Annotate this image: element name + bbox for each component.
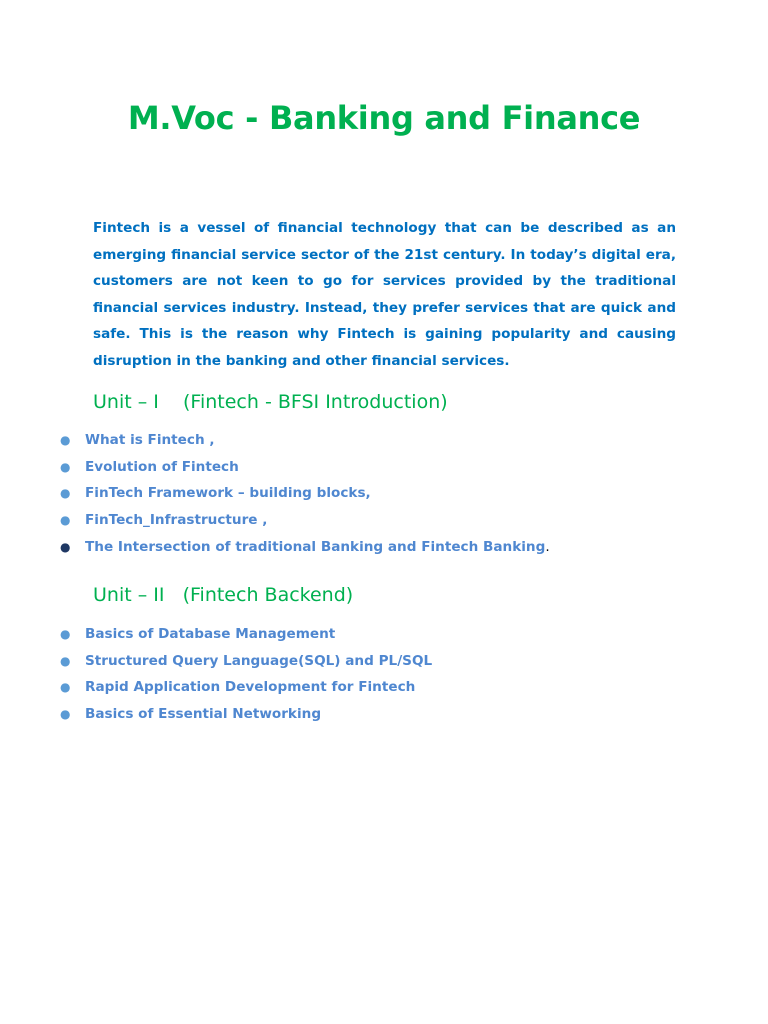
page-title: M.Voc - Banking and Finance bbox=[127, 99, 641, 137]
bullet-icon: ● bbox=[60, 707, 71, 722]
bullet-icon: ● bbox=[60, 513, 71, 528]
list-item bbox=[0, 507, 700, 534]
topic-label: FinTech_Infrastructure , bbox=[85, 512, 268, 529]
list-item bbox=[0, 480, 700, 507]
intro-paragraph: Fintech is a vessel of financial technology that can be described as an emerging financial service sector of the 21st century. In today’s digital era, customers are not keen to go for services provided by the traditional financial services industry. Instead, they prefer services that are quick and safe. This is the reason why Fintech is gaining popularity and causing disruption in the banking and other financial services. bbox=[93, 220, 676, 369]
topic-label: What is Fintech , bbox=[85, 432, 215, 448]
bullet-icon: ● bbox=[60, 433, 71, 447]
topic-label: FinTech Framework – building blocks, bbox=[85, 485, 371, 502]
unit-heading: Unit – I (Fintech - BFSI Introduction) bbox=[93, 391, 448, 413]
list-item bbox=[0, 534, 700, 561]
list-item bbox=[0, 648, 700, 675]
topic-label: Basics of Database Management bbox=[85, 626, 336, 642]
bullet-icon: ● bbox=[60, 539, 71, 554]
bullet-icon: ● bbox=[60, 680, 71, 695]
topic-label: Rapid Application Development for Fintech bbox=[85, 679, 416, 696]
unit-topic-list bbox=[0, 427, 700, 560]
list-item bbox=[0, 701, 700, 728]
list-item bbox=[0, 674, 700, 701]
list-item bbox=[0, 454, 700, 481]
topic-label: Structured Query Language(SQL) and PL/SQL bbox=[85, 652, 433, 669]
bullet-icon: ● bbox=[60, 459, 71, 474]
bullet-icon: ● bbox=[60, 627, 71, 641]
topic-label: Evolution of Fintech bbox=[85, 458, 239, 475]
topic-label-with-trail bbox=[85, 534, 550, 561]
bullet-icon: ● bbox=[60, 486, 71, 501]
list-item bbox=[0, 621, 700, 648]
trailing-period: . bbox=[545, 538, 550, 555]
topic-label: The Intersection of traditional Banking and Fintech Banking bbox=[85, 538, 546, 555]
unit-heading: Unit – II (Fintech Backend) bbox=[93, 584, 354, 606]
unit-topic-list bbox=[0, 621, 700, 728]
list-item bbox=[0, 427, 700, 454]
topic-label: Basics of Essential Networking bbox=[85, 706, 322, 723]
bullet-icon: ● bbox=[60, 653, 71, 668]
